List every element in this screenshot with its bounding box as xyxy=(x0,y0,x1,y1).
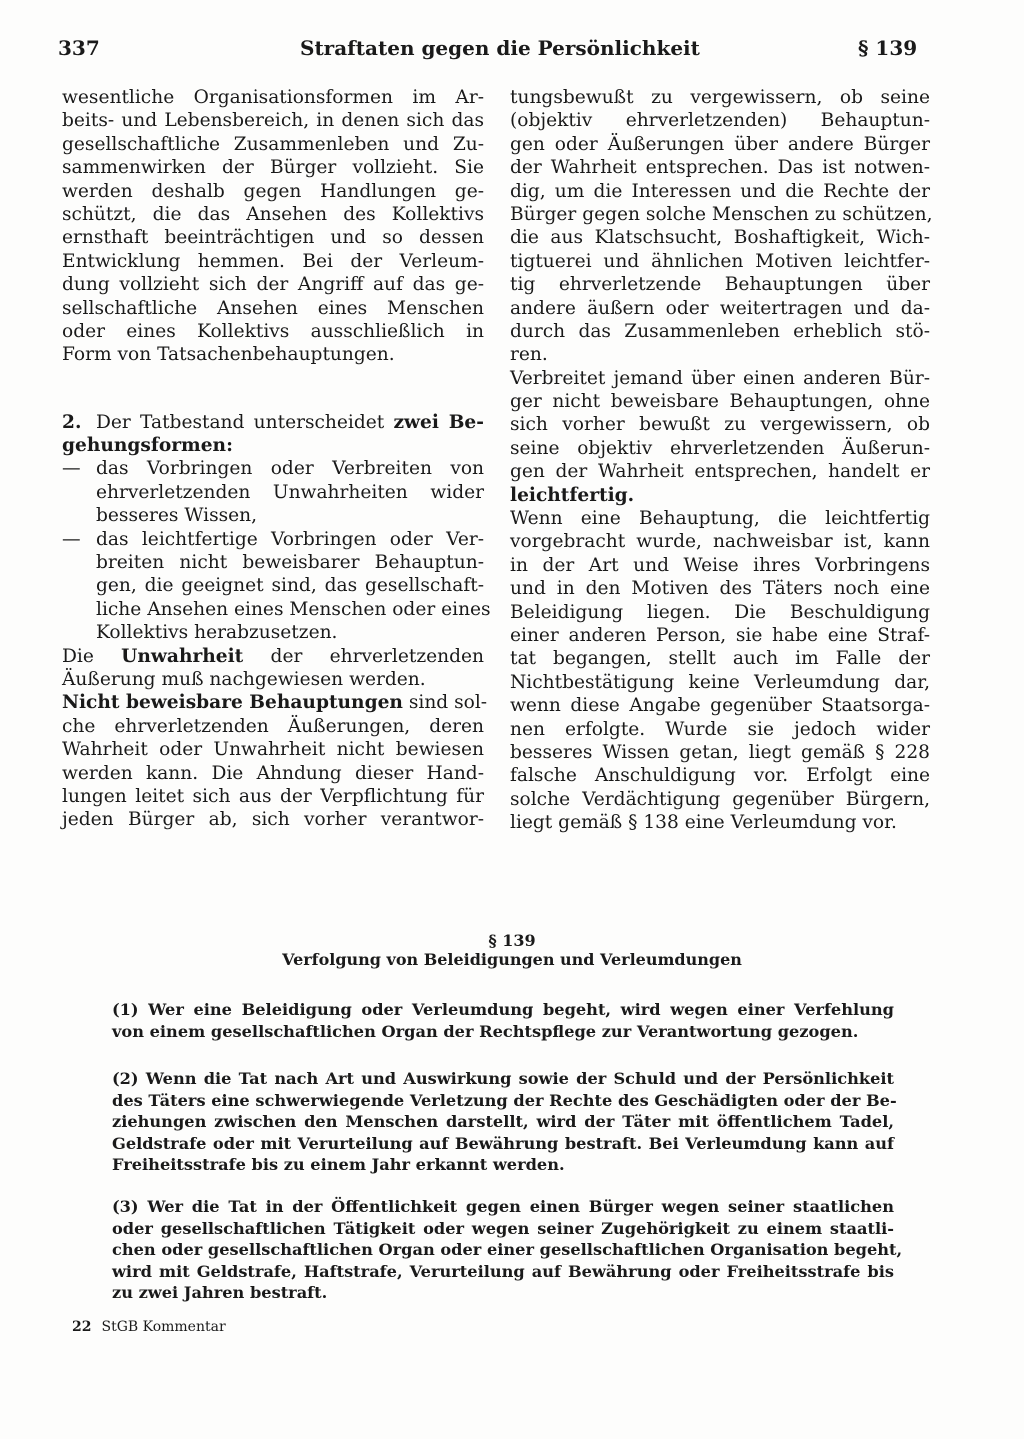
dash-bullet: — xyxy=(62,458,81,480)
statute-paragraph-1 xyxy=(112,999,894,1042)
text-line: ren. xyxy=(510,344,548,366)
page-number: 337 xyxy=(58,36,100,60)
text-line: che ehrverletzenden Äußerungen, deren xyxy=(62,715,484,737)
paragraph-number: 2. xyxy=(62,411,82,433)
text-line: ger nicht beweisbare Behauptungen, ohne xyxy=(510,391,930,413)
statute-title: Verfolgung von Beleidigungen und Verleumdungen xyxy=(282,950,742,969)
text-line: wenn diese Angabe gegenüber Staatsorga- xyxy=(510,695,930,717)
text-line: Entwicklung hemmen. Bei der Verleum- xyxy=(62,250,484,272)
statute-section-number: § 139 xyxy=(488,931,536,950)
paragraph-verantwortungsbewusst xyxy=(510,86,933,367)
statute-paragraph-2 xyxy=(112,1068,897,1176)
text-line xyxy=(510,484,930,507)
paragraph-leichtfertig xyxy=(510,367,930,507)
text-line: der Wahrheit entsprechen. Das ist notwen- xyxy=(510,157,930,179)
bold-term: zwei Be- xyxy=(393,411,484,433)
statute-paragraph-3 xyxy=(112,1196,903,1304)
text-line: Bürger gegen solche Menschen zu schützen, xyxy=(510,203,933,225)
text-line: wesentliche Organisationsformen im Ar- xyxy=(62,87,484,108)
right-column xyxy=(510,86,933,835)
text-line: wird mit Geldstrafe, Haftstrafe, Verurteilung auf Bewährung oder Freiheitsstrafe bis xyxy=(112,1261,894,1281)
paragraph-begehungsformen xyxy=(62,411,491,645)
bold-term: Nicht beweisbare Behauptungen xyxy=(62,692,403,714)
text-line: Wahrheit oder Unwahrheit nicht bewiesen xyxy=(62,739,484,761)
text-line: seine objektiv ehrverletzenden Äußerun- xyxy=(510,437,930,459)
text-line: die aus Klatschsucht, Boshaftigkeit, Wich- xyxy=(510,227,930,249)
text-line: gesellschaftliche Zusammenleben und Zu- xyxy=(62,133,484,155)
bold-term: gehungsformen: xyxy=(62,435,233,457)
text-line: falsche Anschuldigung vor. Erfolgt eine xyxy=(510,765,930,787)
bold-term: leichtfertig. xyxy=(510,484,635,506)
text-line: Kollektivs herabzusetzen. xyxy=(96,622,338,644)
text-line: in der Art und Weise ihres Vorbringens xyxy=(510,554,930,576)
section-reference: § 139 xyxy=(858,36,918,60)
text-line: Äußerung muß nachgewiesen werden. xyxy=(62,668,426,690)
text-line: liche Ansehen eines Menschen oder eines xyxy=(96,598,491,620)
text-line: Verbreitet jemand über einen anderen Bür- xyxy=(510,367,930,389)
text-line: (3) Wer die Tat in der Öffentlichkeit gegen einen Bürger wegen seiner staatlichen xyxy=(112,1197,894,1216)
text-line: sammenwirken der Bürger vollzieht. Sie xyxy=(62,157,484,179)
text-line: ehrverletzenden Unwahrheiten wider xyxy=(96,481,484,503)
printer-signature xyxy=(72,1318,226,1336)
running-title: Straftaten gegen die Persönlichkeit xyxy=(300,36,700,60)
text-line: Wenn eine Behauptung, die leichtfertig xyxy=(510,508,930,530)
text-line: (2) Wenn die Tat nach Art und Auswirkung sowie der Schuld und der Persönlichkeit xyxy=(112,1069,894,1088)
text-line xyxy=(62,434,484,457)
text-line: vorgebracht wurde, nachweisbar ist, kann xyxy=(510,531,930,553)
text-line: dig, um die Interessen und die Rechte der xyxy=(510,180,930,202)
text-line: andere äußern oder weitertragen und da- xyxy=(510,297,930,319)
list-item xyxy=(62,528,491,645)
text-line: (1) Wer eine Beleidigung oder Verleumdung begeht, wird wegen einer Verfehlung xyxy=(112,1000,894,1019)
text-line: Nicht beweisbare Behauptungen sind sol- xyxy=(62,692,488,714)
text-line: ernsthaft beeinträchtigen und so dessen xyxy=(62,227,484,249)
text-run: Der Tatbestand unterscheidet xyxy=(96,411,394,433)
text-line: dung vollzieht sich der Angriff auf das ge- xyxy=(62,274,484,296)
text-line: Form von Tatsachenbehauptungen. xyxy=(62,344,395,366)
text-line: nen erfolgte. Wurde sie jedoch wider xyxy=(510,718,930,740)
text-line: chen oder gesellschaftlichen Organ oder einer gesellschaftlichen Organisation begeht, xyxy=(112,1240,903,1259)
text-line: Die Unwahrheit der ehrverletzenden xyxy=(62,645,484,667)
paragraph-behauptung-nachweisbar xyxy=(510,507,930,834)
text-line: zu zwei Jahren bestraft. xyxy=(112,1283,328,1302)
text-line: und in den Motiven des Täters noch eine xyxy=(510,578,930,600)
text-line: tig ehrverletzende Behauptungen über xyxy=(510,274,930,296)
text-line: schützt, die das Ansehen des Kollektivs xyxy=(62,203,484,225)
text-line: (objektiv ehrverletzenden) Behauptun- xyxy=(510,110,930,132)
list-item xyxy=(62,457,484,527)
text-line: ziehungen zwischen den Menschen darstellt, wird der Täter mit öffentlichem Tadel, xyxy=(112,1112,894,1131)
text-line: beits- und Lebensbereich, in denen sich das xyxy=(62,110,484,132)
text-line: tungsbewußt zu vergewissern, ob seine xyxy=(510,87,930,108)
text-line: besseres Wissen, xyxy=(96,505,258,527)
text-line: von einem gesellschaftlichen Organ der Rechtspflege zur Verantwortung gezogen. xyxy=(112,1021,859,1041)
text-line: sellschaftliche Ansehen eines Menschen xyxy=(62,297,484,319)
text-line: sich vorher bewußt zu vergewissern, ob xyxy=(510,414,930,436)
text-line: solche Verdächtigung gegenüber Bürgern, xyxy=(510,788,930,810)
text-line: Nichtbestätigung keine Verleumdung dar, xyxy=(510,671,930,693)
text-line: breiten nicht beweisbarer Behauptun- xyxy=(96,552,484,574)
text-line: des Täters eine schwerwiegende Verletzung der Rechte des Geschädigten oder der Be- xyxy=(112,1090,897,1110)
text-line: liegt gemäß § 138 eine Verleumdung vor. xyxy=(510,812,897,834)
paragraph-unwahrheit xyxy=(62,645,484,692)
text-line: werden deshalb gegen Handlungen ge- xyxy=(62,180,484,202)
text-line: besseres Wissen getan, liegt gemäß § 228 xyxy=(510,741,930,763)
text-line: gen, die geeignet sind, das gesellschaft- xyxy=(96,575,484,597)
paragraph-nicht-beweisbar xyxy=(62,691,488,831)
text-line: tat begangen, stellt auch im Falle der xyxy=(510,648,930,670)
text-line: Beleidigung liegen. Die Beschuldigung xyxy=(510,601,930,623)
text-line: Geldstrafe oder mit Verurteilung auf Bewährung bestraft. Bei Verleumdung kann auf xyxy=(112,1133,894,1153)
text-line: Freiheitsstrafe bis zu einem Jahr erkannt werden. xyxy=(112,1155,565,1174)
bold-term: Unwahrheit xyxy=(121,645,244,667)
left-column xyxy=(62,86,491,832)
text-line: — das leichtfertige Vorbringen oder Ver- xyxy=(62,528,484,550)
text-line xyxy=(62,411,484,434)
text-line: jeden Bürger ab, sich vorher verantwor- xyxy=(62,809,484,831)
text-line: — das Vorbringen oder Verbreiten von xyxy=(62,458,484,480)
text-line: durch das Zusammenleben erheblich stö- xyxy=(510,320,930,342)
text-line: lungen leitet sich aus der Verpflichtung für xyxy=(62,785,484,807)
paragraph-organisationsformen xyxy=(62,86,484,367)
text-line: oder eines Kollektivs ausschließlich in xyxy=(62,320,484,342)
dash-bullet: — xyxy=(62,528,81,550)
text-line: einer anderen Person, sie habe eine Straf- xyxy=(510,624,930,646)
text-line: werden kann. Die Ahndung dieser Hand- xyxy=(62,762,484,784)
signature-number: 22 xyxy=(72,1319,92,1335)
text-line: tigtuerei und ähnlichen Motiven leichtfer- xyxy=(510,250,930,272)
text-line: oder gesellschaftlichen Tätigkeit oder wegen seiner Zugehörigkeit zu einem staatli- xyxy=(112,1218,894,1238)
text-line: gen der Wahrheit entsprechen, handelt er xyxy=(510,461,930,483)
text-line: gen oder Äußerungen über andere Bürger xyxy=(510,133,930,155)
signature-text: StGB Kommentar xyxy=(101,1319,226,1335)
